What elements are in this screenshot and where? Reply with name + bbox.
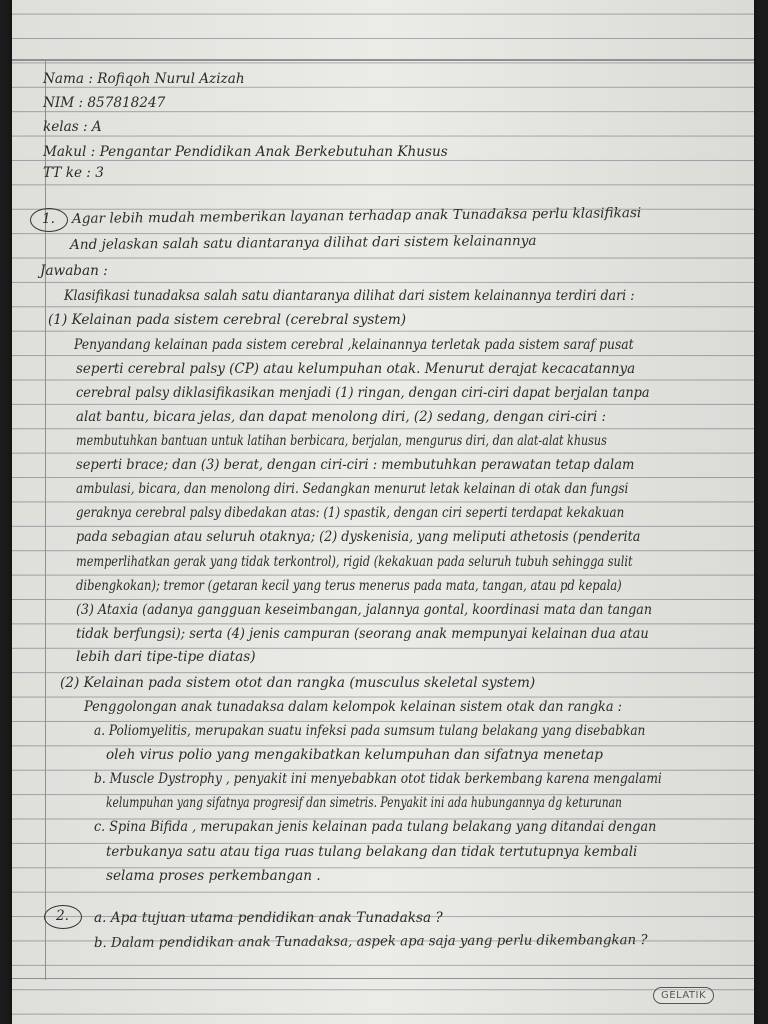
answer-line: tidak berfungsi); serta (4) jenis campuran (seorang anak mempunyai kelainan dua atau: [76, 626, 649, 642]
answer-line: (1) Kelainan pada sistem cerebral (cerebral system): [48, 312, 407, 328]
answer-line: dibengkokan); tremor (getaran kecil yang terus menerus pada mata, tangan, atau pd kepala): [76, 578, 622, 594]
answer-line: (2) Kelainan pada sistem otot dan rangka (musculus skeletal system): [60, 675, 536, 691]
watermark-logo: GELATIK: [653, 987, 714, 1004]
answer-line: Penggolongan anak tunadaksa dalam kelompok kelainan sistem otak dan rangka :: [84, 699, 622, 715]
question-2-line: b. Dalam pendidikan anak Tunadaksa, aspek apa saja yang perlu dikembangkan ?: [93, 932, 648, 951]
question-1-line: And jelaskan salah satu diantaranya dilihat dari sistem kelainannya: [69, 232, 537, 253]
answer-line: ambulasi, bicara, dan menolong diri. Sedangkan menurut letak kelainan di otak dan fungsi: [76, 481, 629, 497]
answer-line: Penyandang kelainan pada sistem cerebral ,kelainannya terletak pada sistem saraf pusat: [74, 337, 634, 353]
notebook-page: [12, 0, 754, 1024]
answer-line: selama proses perkembangan .: [106, 868, 321, 884]
answer-line: alat bantu, bicara jelas, dan dapat menolong diri, (2) sedang, dengan ciri-ciri :: [76, 409, 606, 425]
answer-line: cerebral palsy diklasifikasikan menjadi (1) ringan, dengan ciri-ciri dapat berjalan tanpa: [76, 385, 650, 401]
question-2-number: 2.: [56, 908, 69, 924]
answer-line: lebih dari tipe-tipe diatas): [76, 649, 256, 665]
assignment-number: TT ke : 3: [43, 165, 104, 181]
student-nim: NIM : 857818247: [43, 95, 166, 111]
answer-line: c. Spina Bifida , merupakan jenis kelainan pada tulang belakang yang ditandai dengan: [94, 819, 657, 835]
question-1-line: Agar lebih mudah memberikan layanan terhadap anak Tunadaksa perlu klasifikasi: [71, 205, 642, 227]
course-name: Makul : Pengantar Pendidikan Anak Berkebutuhan Khusus: [43, 144, 448, 160]
answer-line: oleh virus polio yang mengakibatkan kelumpuhan dan sifatnya menetap: [106, 747, 603, 763]
answer-line: a. Poliomyelitis, merupakan suatu infeksi pada sumsum tulang belakang yang disebabkan: [94, 723, 646, 739]
answer-line: memperlihatkan gerak yang tidak terkontrol), rigid (kekakuan pada seluruh tubuh sehingga sulit: [76, 554, 633, 570]
student-name: Nama : Rofiqoh Nurul Azizah: [43, 71, 245, 87]
student-class: kelas : A: [43, 119, 102, 135]
answer-label: Jawaban :: [40, 263, 108, 279]
answer-line: kelumpuhan yang sifatnya progresif dan simetris. Penyakit ini ada hubungannya dg keturunan: [106, 795, 622, 811]
answer-line: pada sebagian atau seluruh otaknya; (2) dyskenisia, yang meliputi athetosis (penderita: [76, 529, 641, 545]
answer-line: membutuhkan bantuan untuk latihan berbicara, berjalan, mengurus diri, dan alat-alat khusus: [76, 433, 607, 449]
answer-line: terbukanya satu atau tiga ruas tulang belakang dan tidak tertutupnya kembali: [106, 844, 638, 860]
answer-line: seperti brace; dan (3) berat, dengan ciri-ciri : membutuhkan perawatan tetap dalam: [76, 457, 635, 473]
answer-line: Klasifikasi tunadaksa salah satu diantaranya dilihat dari sistem kelainannya terdiri dari :: [64, 288, 635, 304]
question-2-line: a. Apa tujuan utama pendidikan anak Tunadaksa ?: [94, 910, 443, 926]
question-1-number: 1.: [42, 211, 55, 227]
answer-line: seperti cerebral palsy (CP) atau kelumpuhan otak. Menurut derajat kecacatannya: [76, 361, 636, 377]
answer-line: (3) Ataxia (adanya gangguan keseimbangan, jalannya gontal, koordinasi mata dan tangan: [76, 602, 652, 618]
handwritten-text: [12, 0, 754, 1024]
answer-line: geraknya cerebral palsy dibedakan atas: (1) spastik, dengan ciri seperti terdapat kekakuan: [76, 505, 625, 521]
answer-line: b. Muscle Dystrophy , penyakit ini menyebabkan otot tidak berkembang karena mengalami: [94, 771, 662, 787]
